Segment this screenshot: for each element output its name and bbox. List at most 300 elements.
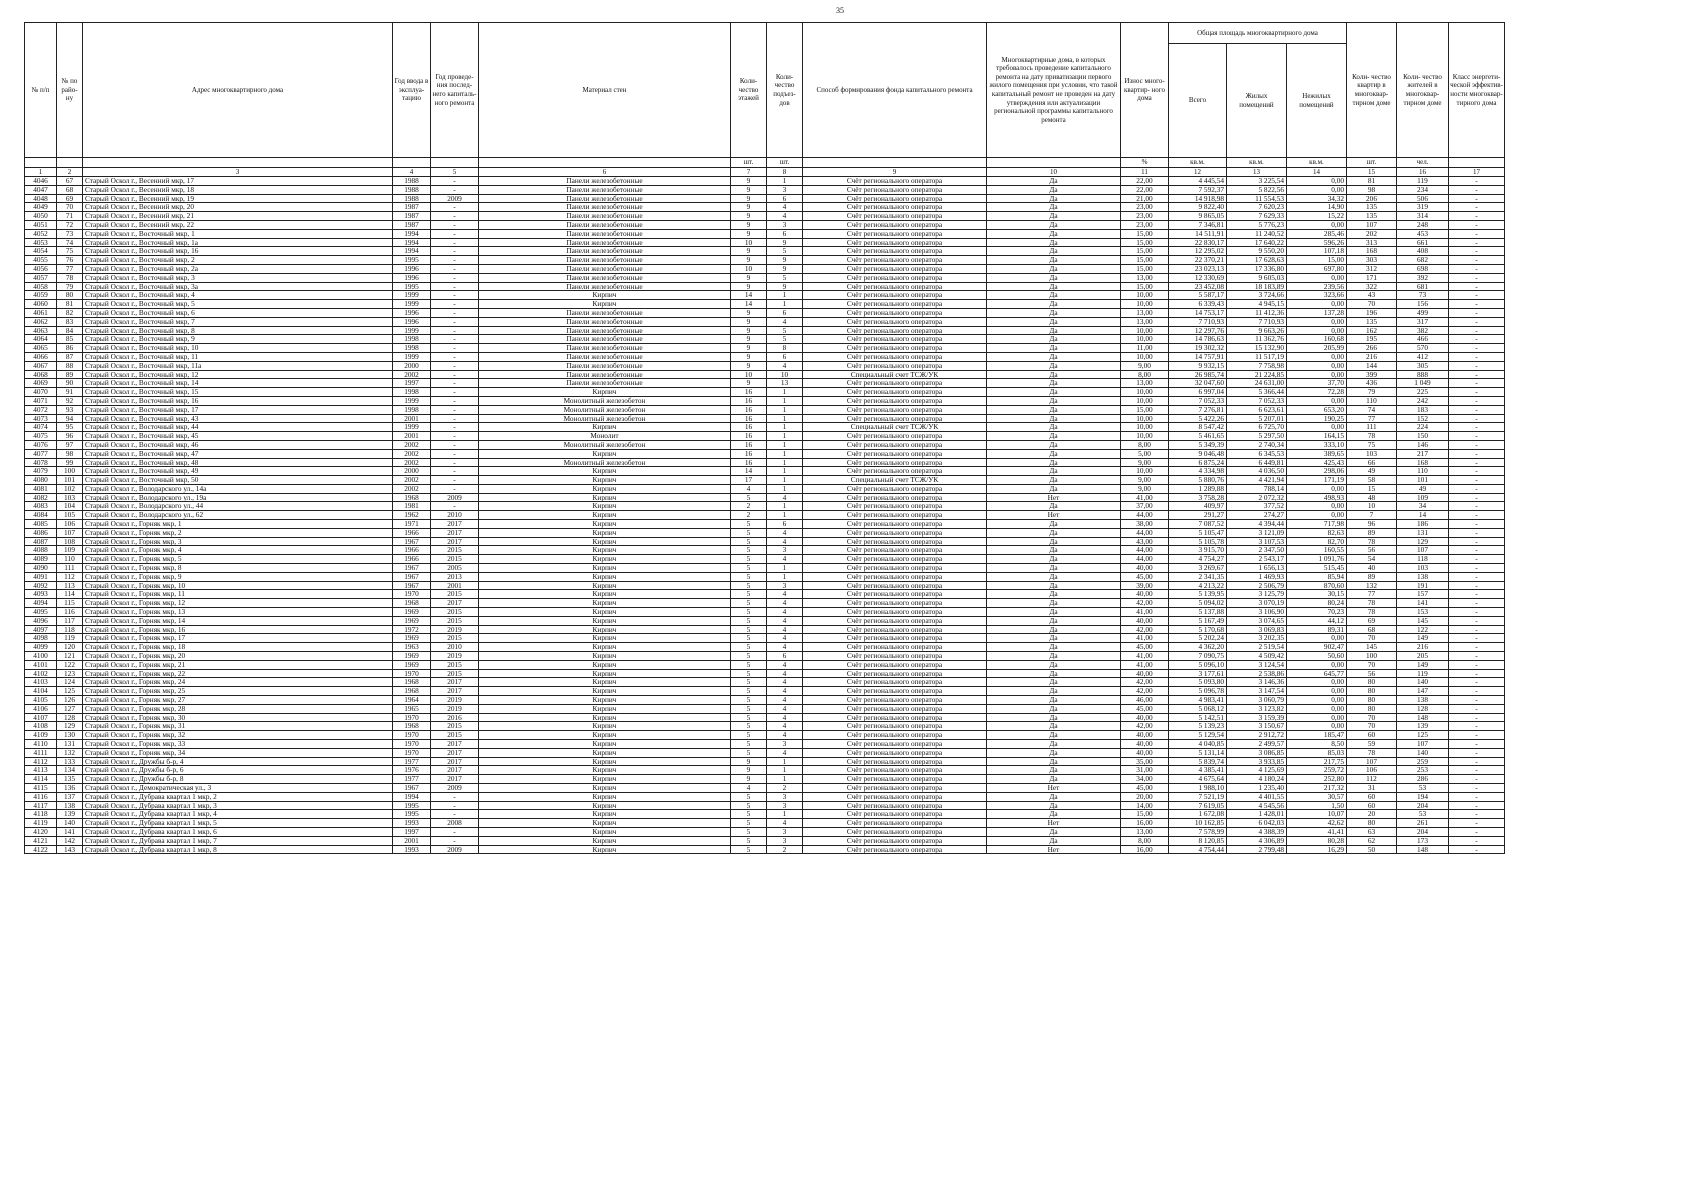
- cell-total-area: 7 346,81: [1169, 220, 1227, 229]
- cell-energy-class: -: [1449, 493, 1505, 502]
- cell-residents: 888: [1397, 370, 1449, 379]
- cell-entrances: 1: [767, 511, 803, 520]
- cell-repair-required: Да: [987, 722, 1121, 731]
- cell-entrances: 4: [767, 748, 803, 757]
- cell-wear-percent: 13,00: [1121, 317, 1169, 326]
- cell-district-index: 96: [57, 432, 83, 441]
- cell-residents: 129: [1397, 537, 1449, 546]
- cell-floors: 9: [731, 273, 767, 282]
- cell-nonresidential-area: 0,00: [1287, 220, 1347, 229]
- cell-fund-method: Счёт регионального оператора: [803, 344, 987, 353]
- cell-residential-area: 7 758,98: [1227, 361, 1287, 370]
- cell-nonresidential-area: 15,00: [1287, 256, 1347, 265]
- table-row: [25, 467, 1505, 476]
- cell-apartments: 15: [1347, 484, 1397, 493]
- cell-entrances: 1: [767, 414, 803, 423]
- cell-year-built: 1968: [393, 599, 431, 608]
- cell-residential-area: 3 070,19: [1227, 599, 1287, 608]
- cell-wall-material: Кирпич: [479, 740, 731, 749]
- cell-year-last-repair: -: [431, 352, 479, 361]
- cell-address: Старый Оскол г., Дубрава квартал 1 мкр, 4: [83, 810, 393, 819]
- cell-wear-percent: 11,00: [1121, 344, 1169, 353]
- cell-fund-method: Специальный счет ТСЖ/УК: [803, 476, 987, 485]
- cell-district-index: 77: [57, 264, 83, 273]
- cell-fund-method: Счёт регионального оператора: [803, 590, 987, 599]
- cell-district-index: 121: [57, 652, 83, 661]
- cell-year-built: 1970: [393, 590, 431, 599]
- cell-total-area: 2 341,35: [1169, 572, 1227, 581]
- cell-floors: 5: [731, 740, 767, 749]
- cell-wall-material: Панели железобетонные: [479, 352, 731, 361]
- cell-year-built: 1998: [393, 344, 431, 353]
- cell-repair-required: Да: [987, 572, 1121, 581]
- cell-district-index: 74: [57, 238, 83, 247]
- hdr-col-8: Коли- чество подъез- дов: [767, 23, 803, 158]
- cell-repair-required: Да: [987, 203, 1121, 212]
- cell-repair-required: Да: [987, 405, 1121, 414]
- cell-address: Старый Оскол г., Горняк мкр, 34: [83, 748, 393, 757]
- cell-address: Старый Оскол г., Восточный мкр, 2а: [83, 264, 393, 273]
- cell-entrances: 5: [767, 273, 803, 282]
- cell-residents: 317: [1397, 317, 1449, 326]
- cell-wear-percent: 9,00: [1121, 476, 1169, 485]
- cell-residents: 131: [1397, 528, 1449, 537]
- cell-floors: 9: [731, 212, 767, 221]
- cell-row-index: 4113: [25, 766, 57, 775]
- cell-energy-class: -: [1449, 528, 1505, 537]
- cell-entrances: 1: [767, 467, 803, 476]
- hdr-col-10: Многоквартирные дома, в которых требовалось проведение капитального ремонта на дату приватизации первого жилого помещения при условии, что такой капитальный ремонт не проведен на дату утверждения или актуализации региональной программы капитального ремонта: [987, 23, 1121, 158]
- cell-district-index: 111: [57, 564, 83, 573]
- cell-repair-required: Да: [987, 177, 1121, 186]
- cell-wall-material: Панели железобетонные: [479, 370, 731, 379]
- column-number-cell: 11: [1121, 168, 1169, 177]
- cell-year-last-repair: 2015: [431, 546, 479, 555]
- cell-floors: 9: [731, 757, 767, 766]
- cell-repair-required: Да: [987, 212, 1121, 221]
- cell-year-built: 1967: [393, 572, 431, 581]
- cell-residential-area: 3 121,09: [1227, 528, 1287, 537]
- cell-entrances: 1: [767, 449, 803, 458]
- cell-energy-class: -: [1449, 511, 1505, 520]
- cell-residential-area: 6 345,53: [1227, 449, 1287, 458]
- cell-nonresidential-area: 0,00: [1287, 678, 1347, 687]
- cell-address: Старый Оскол г., Дубрава квартал 1 мкр, 7: [83, 836, 393, 845]
- cell-address: Старый Оскол г., Восточный мкр, 15: [83, 388, 393, 397]
- table-row: [25, 757, 1505, 766]
- cell-wear-percent: 45,00: [1121, 704, 1169, 713]
- cell-energy-class: -: [1449, 405, 1505, 414]
- table-row: [25, 634, 1505, 643]
- cell-floors: 9: [731, 220, 767, 229]
- cell-total-area: 12 295,02: [1169, 247, 1227, 256]
- cell-row-index: 4086: [25, 528, 57, 537]
- table-row: [25, 256, 1505, 265]
- cell-nonresidential-area: 8,50: [1287, 740, 1347, 749]
- cell-year-built: 1969: [393, 652, 431, 661]
- cell-entrances: 1: [767, 564, 803, 573]
- table-row: [25, 537, 1505, 546]
- cell-row-index: 4098: [25, 634, 57, 643]
- cell-row-index: 4100: [25, 652, 57, 661]
- cell-total-area: 14 753,17: [1169, 308, 1227, 317]
- cell-address: Старый Оскол г., Восточный мкр, 1: [83, 229, 393, 238]
- cell-energy-class: -: [1449, 185, 1505, 194]
- cell-entrances: 4: [767, 317, 803, 326]
- cell-row-index: 4079: [25, 467, 57, 476]
- cell-row-index: 4116: [25, 792, 57, 801]
- cell-nonresidential-area: 14,90: [1287, 203, 1347, 212]
- cell-address: Старый Оскол г., Горняк мкр, 1: [83, 520, 393, 529]
- cell-repair-required: Да: [987, 687, 1121, 696]
- cell-floors: 9: [731, 775, 767, 784]
- cell-repair-required: Да: [987, 476, 1121, 485]
- hdr-col-11: Износ много- квартир- ного дома: [1121, 23, 1169, 158]
- cell-repair-required: Да: [987, 396, 1121, 405]
- cell-wall-material: Кирпич: [479, 511, 731, 520]
- cell-year-last-repair: 2017: [431, 757, 479, 766]
- cell-wear-percent: 44,00: [1121, 555, 1169, 564]
- cell-residential-area: 6 725,70: [1227, 423, 1287, 432]
- cell-district-index: 142: [57, 836, 83, 845]
- cell-residents: 53: [1397, 783, 1449, 792]
- cell-row-index: 4108: [25, 722, 57, 731]
- column-numbers-row: [25, 168, 1505, 177]
- cell-floors: 5: [731, 616, 767, 625]
- cell-wall-material: Кирпич: [479, 766, 731, 775]
- table-row: [25, 194, 1505, 203]
- cell-repair-required: Да: [987, 652, 1121, 661]
- cell-row-index: 4070: [25, 388, 57, 397]
- cell-year-built: 1967: [393, 537, 431, 546]
- cell-total-area: 5 096,10: [1169, 660, 1227, 669]
- cell-nonresidential-area: 107,18: [1287, 247, 1347, 256]
- table-row: [25, 229, 1505, 238]
- cell-residents: 139: [1397, 722, 1449, 731]
- cell-wear-percent: 15,00: [1121, 238, 1169, 247]
- cell-entrances: 1: [767, 177, 803, 186]
- cell-wear-percent: 13,00: [1121, 379, 1169, 388]
- cell-wear-percent: 9,00: [1121, 484, 1169, 493]
- table-row: [25, 396, 1505, 405]
- cell-district-index: 106: [57, 520, 83, 529]
- cell-nonresidential-area: 72,28: [1287, 388, 1347, 397]
- cell-energy-class: -: [1449, 300, 1505, 309]
- cell-address: Старый Оскол г., Восточный мкр, 3а: [83, 282, 393, 291]
- cell-entrances: 4: [767, 819, 803, 828]
- cell-district-index: 135: [57, 775, 83, 784]
- cell-year-last-repair: -: [431, 801, 479, 810]
- cell-row-index: 4107: [25, 713, 57, 722]
- cell-floors: 5: [731, 564, 767, 573]
- cell-nonresidential-area: 0,00: [1287, 696, 1347, 705]
- cell-apartments: 56: [1347, 669, 1397, 678]
- cell-energy-class: -: [1449, 203, 1505, 212]
- cell-apartments: 112: [1347, 775, 1397, 784]
- table-row: [25, 625, 1505, 634]
- cell-address: Старый Оскол г., Весенний мкр, 21: [83, 212, 393, 221]
- cell-floors: 2: [731, 502, 767, 511]
- cell-energy-class: -: [1449, 308, 1505, 317]
- cell-energy-class: -: [1449, 572, 1505, 581]
- cell-district-index: 88: [57, 361, 83, 370]
- cell-fund-method: Счёт регионального оператора: [803, 414, 987, 423]
- cell-total-area: 22 830,17: [1169, 238, 1227, 247]
- cell-entrances: 1: [767, 440, 803, 449]
- unit-cell: [479, 158, 731, 168]
- cell-nonresidential-area: 717,98: [1287, 520, 1347, 529]
- cell-energy-class: -: [1449, 264, 1505, 273]
- cell-repair-required: Да: [987, 291, 1121, 300]
- column-number-cell: 12: [1169, 168, 1227, 177]
- cell-address: Старый Оскол г., Восточный мкр, 3: [83, 273, 393, 282]
- cell-wall-material: Панели железобетонные: [479, 326, 731, 335]
- cell-district-index: 82: [57, 308, 83, 317]
- cell-energy-class: -: [1449, 810, 1505, 819]
- cell-wear-percent: 44,00: [1121, 528, 1169, 537]
- cell-apartments: 62: [1347, 836, 1397, 845]
- cell-repair-required: Да: [987, 581, 1121, 590]
- cell-total-area: 32 047,60: [1169, 379, 1227, 388]
- table-row: [25, 572, 1505, 581]
- cell-energy-class: -: [1449, 581, 1505, 590]
- cell-nonresidential-area: 171,19: [1287, 476, 1347, 485]
- table-row: [25, 476, 1505, 485]
- cell-wear-percent: 10,00: [1121, 300, 1169, 309]
- cell-year-built: 2001: [393, 432, 431, 441]
- cell-residents: 191: [1397, 581, 1449, 590]
- cell-fund-method: Счёт регионального оператора: [803, 643, 987, 652]
- cell-residents: 34: [1397, 502, 1449, 511]
- cell-address: Старый Оскол г., Горняк мкр, 14: [83, 616, 393, 625]
- cell-residential-area: 1 469,93: [1227, 572, 1287, 581]
- cell-year-last-repair: -: [431, 317, 479, 326]
- cell-wall-material: Панели железобетонные: [479, 256, 731, 265]
- cell-wall-material: Панели железобетонные: [479, 229, 731, 238]
- cell-nonresidential-area: 0,00: [1287, 326, 1347, 335]
- cell-total-area: 5 170,68: [1169, 625, 1227, 634]
- cell-address: Старый Оскол г., Горняк мкр, 30: [83, 713, 393, 722]
- cell-repair-required: Да: [987, 300, 1121, 309]
- cell-wall-material: Кирпич: [479, 687, 731, 696]
- cell-total-area: 23 452,08: [1169, 282, 1227, 291]
- cell-residential-area: 9 663,26: [1227, 326, 1287, 335]
- cell-row-index: 4059: [25, 291, 57, 300]
- cell-residents: 107: [1397, 740, 1449, 749]
- hdr-col-6: Материал стен: [479, 23, 731, 158]
- cell-wear-percent: 15,00: [1121, 247, 1169, 256]
- cell-total-area: 5 349,39: [1169, 440, 1227, 449]
- cell-residents: 681: [1397, 282, 1449, 291]
- cell-apartments: 48: [1347, 493, 1397, 502]
- cell-fund-method: Счёт регионального оператора: [803, 819, 987, 828]
- cell-wall-material: Кирпич: [479, 652, 731, 661]
- cell-row-index: 4091: [25, 572, 57, 581]
- cell-wear-percent: 41,00: [1121, 652, 1169, 661]
- cell-nonresidential-area: 164,15: [1287, 432, 1347, 441]
- cell-nonresidential-area: 0,00: [1287, 273, 1347, 282]
- cell-wall-material: Кирпич: [479, 748, 731, 757]
- cell-wear-percent: 40,00: [1121, 616, 1169, 625]
- unit-cell: кв.м.: [1287, 158, 1347, 168]
- cell-wear-percent: 41,00: [1121, 608, 1169, 617]
- cell-row-index: 4094: [25, 599, 57, 608]
- cell-fund-method: Счёт регионального оператора: [803, 256, 987, 265]
- cell-energy-class: -: [1449, 414, 1505, 423]
- cell-floors: 5: [731, 581, 767, 590]
- cell-repair-required: Да: [987, 449, 1121, 458]
- cell-total-area: 14 786,63: [1169, 335, 1227, 344]
- cell-wear-percent: 10,00: [1121, 414, 1169, 423]
- cell-floors: 9: [731, 352, 767, 361]
- cell-energy-class: -: [1449, 696, 1505, 705]
- cell-district-index: 79: [57, 282, 83, 291]
- cell-address: Старый Оскол г., Горняк мкр, 33: [83, 740, 393, 749]
- cell-apartments: 135: [1347, 212, 1397, 221]
- cell-fund-method: Счёт регионального оператора: [803, 845, 987, 854]
- cell-residents: 157: [1397, 590, 1449, 599]
- cell-residents: 194: [1397, 792, 1449, 801]
- column-number-cell: 7: [731, 168, 767, 177]
- unit-cell: кв.м.: [1169, 158, 1227, 168]
- cell-row-index: 4110: [25, 740, 57, 749]
- cell-district-index: 103: [57, 493, 83, 502]
- cell-residents: 103: [1397, 564, 1449, 573]
- cell-entrances: 6: [767, 352, 803, 361]
- cell-floors: 9: [731, 229, 767, 238]
- cell-total-area: 7 276,81: [1169, 405, 1227, 414]
- unit-cell: [393, 158, 431, 168]
- cell-address: Старый Оскол г., Горняк мкр, 2: [83, 528, 393, 537]
- cell-residential-area: 11 554,53: [1227, 194, 1287, 203]
- cell-floors: 5: [731, 660, 767, 669]
- cell-floors: 10: [731, 370, 767, 379]
- cell-district-index: 85: [57, 335, 83, 344]
- cell-address: Старый Оскол г., Горняк мкр, 24: [83, 678, 393, 687]
- cell-entrances: 4: [767, 537, 803, 546]
- cell-wall-material: Кирпич: [479, 616, 731, 625]
- hdr-col-3: Адрес многоквартирного дома: [83, 23, 393, 158]
- cell-row-index: 4060: [25, 300, 57, 309]
- cell-residents: 224: [1397, 423, 1449, 432]
- cell-entrances: 4: [767, 704, 803, 713]
- cell-residential-area: 2 740,34: [1227, 440, 1287, 449]
- cell-year-last-repair: -: [431, 440, 479, 449]
- cell-residential-area: 377,52: [1227, 502, 1287, 511]
- column-number-cell: 9: [803, 168, 987, 177]
- cell-residents: 110: [1397, 467, 1449, 476]
- cell-residents: 122: [1397, 625, 1449, 634]
- cell-repair-required: Да: [987, 757, 1121, 766]
- cell-district-index: 100: [57, 467, 83, 476]
- hdr-col-4: Год ввода в эксплуа- тацию: [393, 23, 431, 158]
- cell-residential-area: 17 336,80: [1227, 264, 1287, 273]
- cell-nonresidential-area: 697,80: [1287, 264, 1347, 273]
- cell-apartments: 107: [1347, 757, 1397, 766]
- cell-wear-percent: 42,00: [1121, 678, 1169, 687]
- cell-residents: 698: [1397, 264, 1449, 273]
- cell-residential-area: 18 183,89: [1227, 282, 1287, 291]
- cell-nonresidential-area: 42,62: [1287, 819, 1347, 828]
- cell-residents: 225: [1397, 388, 1449, 397]
- cell-floors: 5: [731, 845, 767, 854]
- cell-year-last-repair: 2008: [431, 819, 479, 828]
- cell-energy-class: -: [1449, 220, 1505, 229]
- cell-floors: 5: [731, 704, 767, 713]
- cell-nonresidential-area: 190,25: [1287, 414, 1347, 423]
- cell-wall-material: Панели железобетонные: [479, 247, 731, 256]
- cell-year-last-repair: -: [431, 361, 479, 370]
- cell-residents: 570: [1397, 344, 1449, 353]
- cell-energy-class: -: [1449, 440, 1505, 449]
- cell-year-last-repair: 2010: [431, 511, 479, 520]
- cell-apartments: 43: [1347, 291, 1397, 300]
- cell-total-area: 23 023,13: [1169, 264, 1227, 273]
- cell-entrances: 3: [767, 801, 803, 810]
- cell-wear-percent: 40,00: [1121, 731, 1169, 740]
- cell-year-last-repair: -: [431, 220, 479, 229]
- cell-district-index: 131: [57, 740, 83, 749]
- hdr-area-group: Общая площадь многоквартирного дома: [1169, 23, 1347, 44]
- cell-nonresidential-area: 0,00: [1287, 687, 1347, 696]
- cell-residents: 140: [1397, 678, 1449, 687]
- cell-residents: 412: [1397, 352, 1449, 361]
- table-row: [25, 247, 1505, 256]
- cell-address: Старый Оскол г., Горняк мкр, 4: [83, 546, 393, 555]
- cell-residents: 319: [1397, 203, 1449, 212]
- cell-residential-area: 11 362,76: [1227, 335, 1287, 344]
- cell-repair-required: Да: [987, 634, 1121, 643]
- cell-apartments: 7: [1347, 511, 1397, 520]
- cell-residential-area: 3 225,54: [1227, 177, 1287, 186]
- cell-repair-required: Да: [987, 546, 1121, 555]
- unit-cell: [57, 158, 83, 168]
- cell-year-built: 1967: [393, 783, 431, 792]
- cell-district-index: 118: [57, 625, 83, 634]
- cell-year-last-repair: 2017: [431, 528, 479, 537]
- cell-residential-area: 4 545,56: [1227, 801, 1287, 810]
- cell-repair-required: Да: [987, 220, 1121, 229]
- cell-address: Старый Оскол г., Горняк мкр, 3: [83, 537, 393, 546]
- cell-district-index: 87: [57, 352, 83, 361]
- cell-residential-area: 3 159,39: [1227, 713, 1287, 722]
- cell-nonresidential-area: 0,00: [1287, 713, 1347, 722]
- cell-wall-material: Кирпич: [479, 801, 731, 810]
- cell-residents: 149: [1397, 660, 1449, 669]
- cell-energy-class: -: [1449, 476, 1505, 485]
- cell-residential-area: 4 945,15: [1227, 300, 1287, 309]
- cell-floors: 9: [731, 335, 767, 344]
- cell-wear-percent: 22,00: [1121, 177, 1169, 186]
- cell-wear-percent: 22,00: [1121, 185, 1169, 194]
- cell-energy-class: -: [1449, 379, 1505, 388]
- cell-residents: 150: [1397, 432, 1449, 441]
- cell-year-built: 1995: [393, 801, 431, 810]
- cell-floors: 9: [731, 361, 767, 370]
- cell-repair-required: Да: [987, 229, 1121, 238]
- hdr-col-13: Жилых помещений: [1227, 44, 1287, 158]
- cell-fund-method: Специальный счет ТСЖ/УК: [803, 423, 987, 432]
- cell-fund-method: Счёт регионального оператора: [803, 660, 987, 669]
- cell-district-index: 108: [57, 537, 83, 546]
- cell-apartments: 206: [1347, 194, 1397, 203]
- cell-residents: 145: [1397, 616, 1449, 625]
- cell-residents: 53: [1397, 810, 1449, 819]
- cell-fund-method: Счёт регионального оператора: [803, 388, 987, 397]
- cell-fund-method: Счёт регионального оператора: [803, 484, 987, 493]
- cell-year-built: 1977: [393, 775, 431, 784]
- cell-fund-method: Счёт регионального оператора: [803, 220, 987, 229]
